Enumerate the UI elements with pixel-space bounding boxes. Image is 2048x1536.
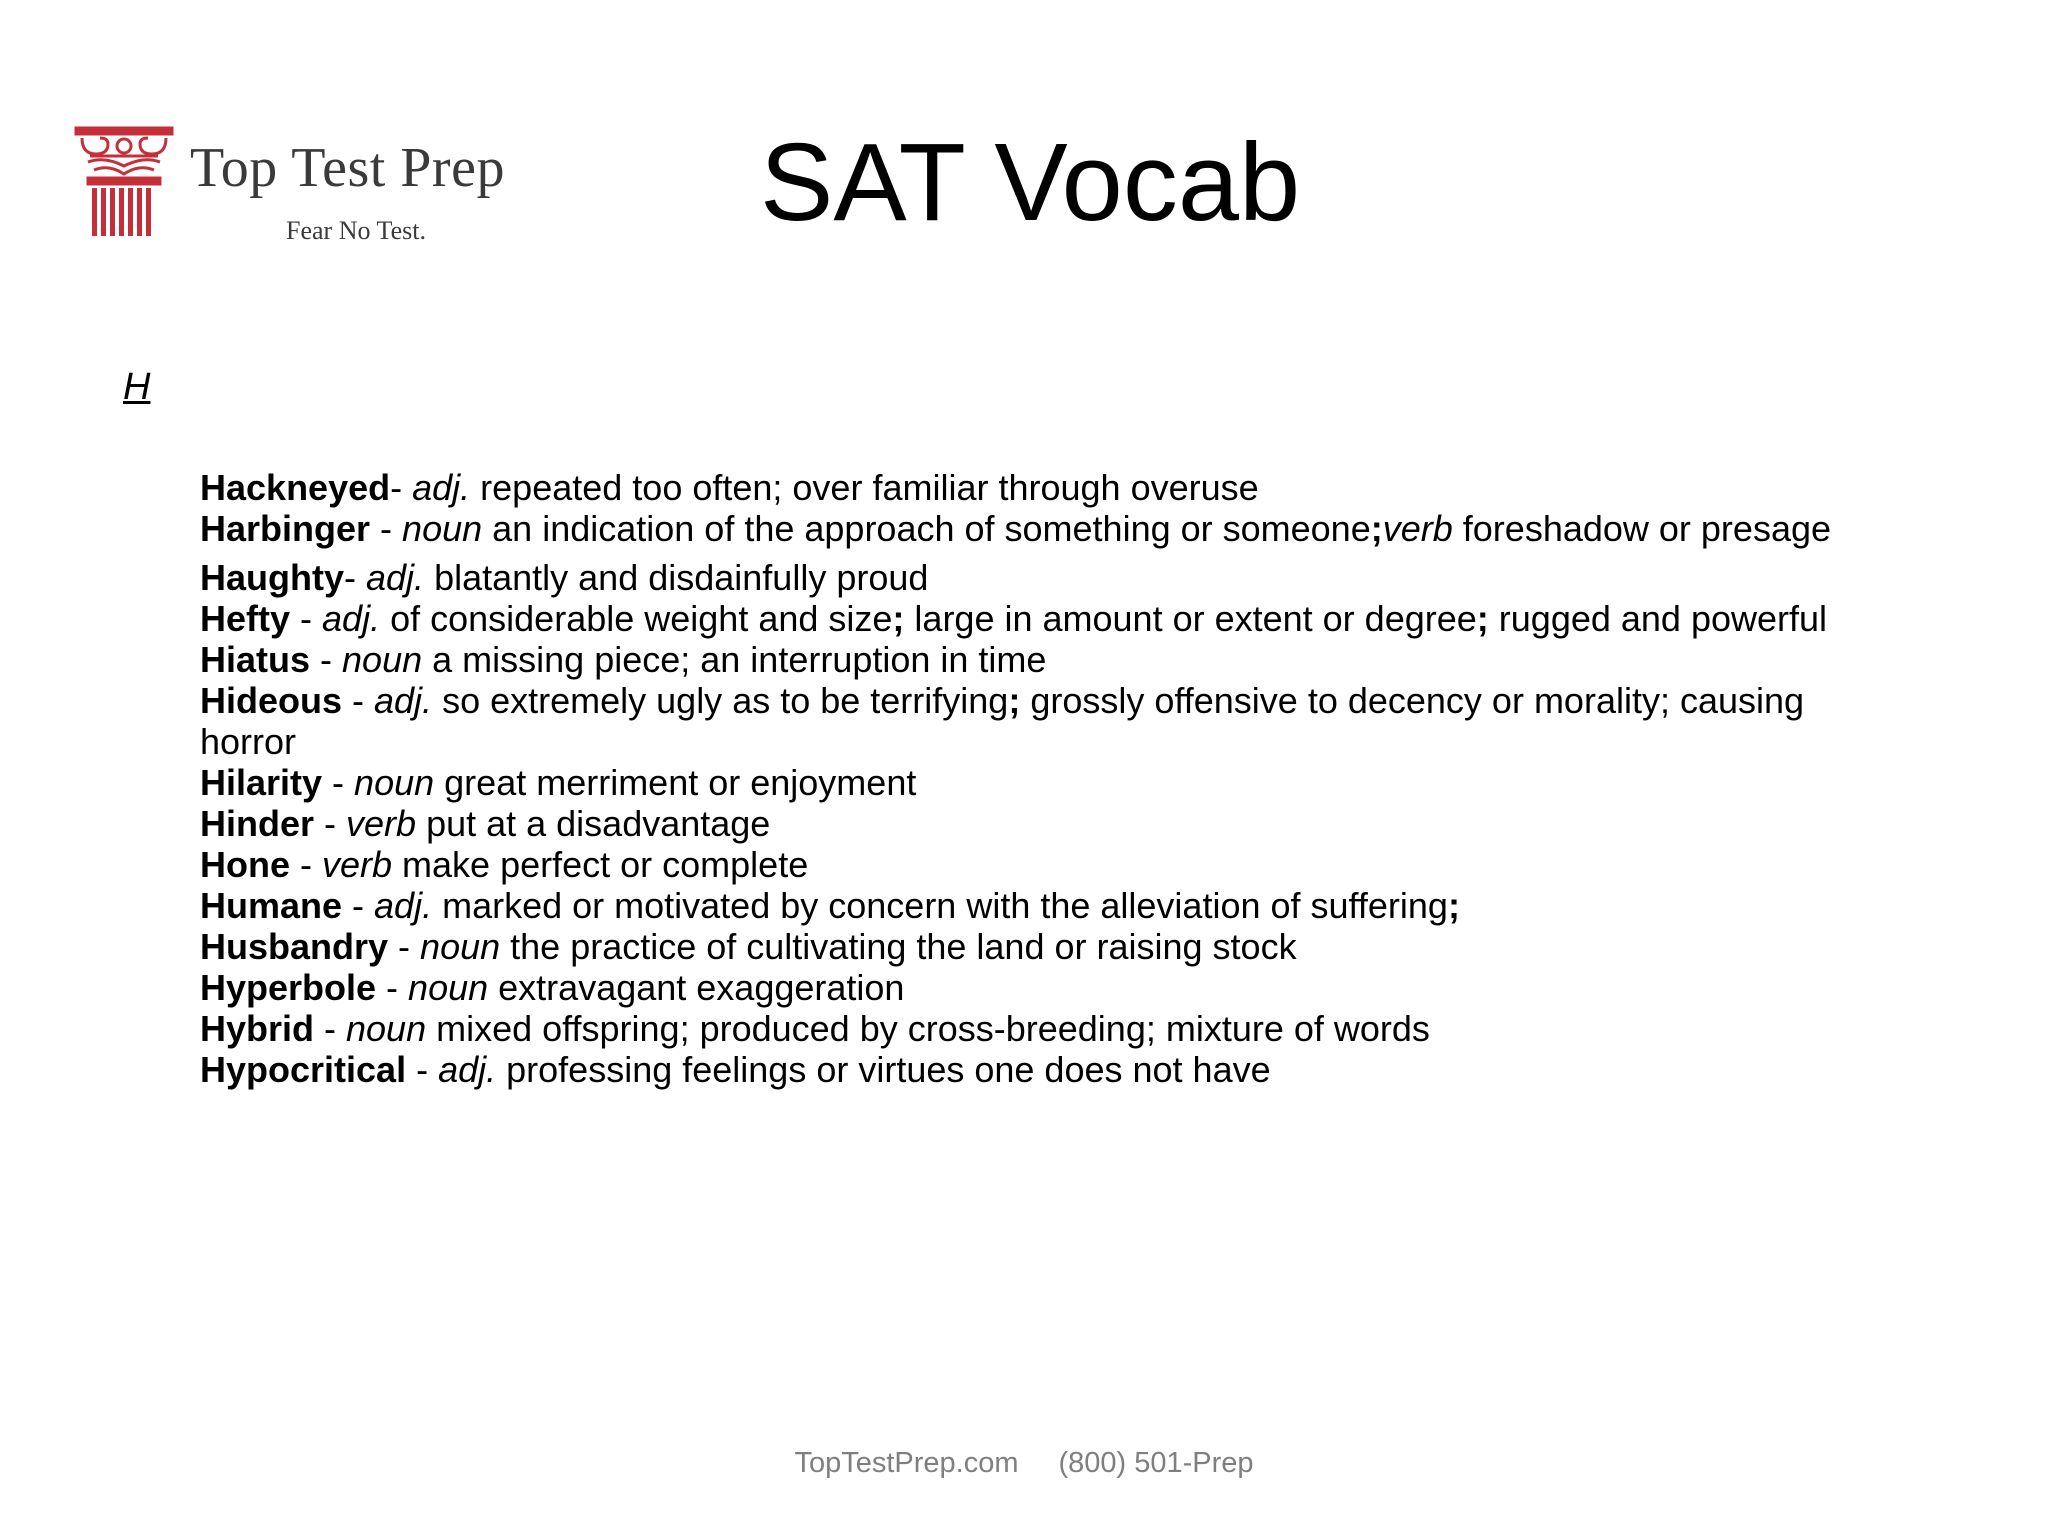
vocab-entry <box>200 844 1840 885</box>
vocab-list <box>200 467 1840 1090</box>
vocab-definition: an indication of the approach of something or someone <box>492 508 1371 549</box>
vocab-definition: repeated too often; over familiar through overuse <box>480 467 1259 508</box>
vocab-definition: mixed offspring; produced by cross-breeding; mixture of words <box>436 1008 1430 1049</box>
brand-tagline: Fear No Test. <box>286 216 426 245</box>
vocab-separator: - <box>342 885 375 926</box>
vocab-term: Hinder <box>200 803 315 844</box>
vocab-definition: rugged and powerful <box>1498 598 1828 639</box>
column-logo-icon <box>74 126 174 238</box>
part-of-speech: noun <box>342 639 423 680</box>
vocab-separator: - <box>406 1049 439 1090</box>
page-title: SAT Vocab <box>760 121 1301 244</box>
part-of-speech: verb <box>1382 508 1453 549</box>
definition-separator: ; <box>1476 598 1489 639</box>
vocab-entry <box>200 557 1840 598</box>
part-of-speech: adj. <box>374 885 433 926</box>
vocab-entry <box>200 680 1840 762</box>
part-of-speech: adj. <box>366 557 425 598</box>
footer-phone: (800) 501-Prep <box>1058 1447 1254 1479</box>
vocab-definition: a missing piece; an interruption in time <box>432 639 1047 680</box>
vocab-definition: make perfect or complete <box>402 844 809 885</box>
vocab-term: Hybrid <box>200 1008 315 1049</box>
vocab-entry <box>200 1008 1840 1049</box>
vocab-separator: - <box>376 967 409 1008</box>
part-of-speech: noun <box>346 1008 427 1049</box>
part-of-speech: verb <box>322 844 393 885</box>
vocab-definition: so extremely ugly as to be terrifying <box>442 680 1009 721</box>
vocab-entry <box>200 967 1840 1008</box>
vocab-entry <box>200 762 1840 803</box>
vocab-definition: grossly offensive to decency or morality; causing horror <box>200 680 1805 762</box>
vocab-separator: - <box>314 1008 347 1049</box>
part-of-speech: noun <box>402 508 483 549</box>
vocab-definition: the practice of cultivating the land or raising stock <box>510 926 1297 967</box>
part-of-speech: adj. <box>322 598 381 639</box>
vocab-entry <box>200 885 1840 926</box>
vocab-definition: extravagant exaggeration <box>498 967 905 1008</box>
vocab-separator: - <box>342 680 375 721</box>
vocab-separator: - <box>344 557 366 598</box>
vocab-separator: - <box>314 803 347 844</box>
vocab-definition: blatantly and disdainfully proud <box>434 557 929 598</box>
vocab-separator: - <box>390 467 413 508</box>
vocab-definition: great merriment or enjoyment <box>444 762 917 803</box>
vocab-term: Husbandry <box>200 926 389 967</box>
definition-separator: ; <box>892 598 905 639</box>
vocab-separator: - <box>388 926 421 967</box>
vocab-definition: foreshadow or presage <box>1462 508 1832 549</box>
vocab-entry <box>200 508 1840 549</box>
vocab-separator: - <box>322 762 355 803</box>
vocab-entry <box>200 1049 1840 1090</box>
part-of-speech: verb <box>346 803 417 844</box>
footer-site: TopTestPrep.com <box>794 1447 1019 1479</box>
vocab-term: Humane <box>200 885 343 926</box>
part-of-speech: adj. <box>412 467 471 508</box>
definition-separator: ; <box>1370 508 1383 549</box>
vocab-definition: put at a disadvantage <box>426 803 771 844</box>
vocab-separator: - <box>290 598 323 639</box>
logo <box>74 126 554 246</box>
vocab-definition: marked or motivated by concern with the alleviation of suffering <box>442 885 1448 926</box>
definition-separator: ; <box>1008 680 1021 721</box>
vocab-definition: of considerable weight and size <box>390 598 893 639</box>
part-of-speech: noun <box>408 967 489 1008</box>
vocab-separator: - <box>310 639 343 680</box>
vocab-term: Hone <box>200 844 290 885</box>
vocab-entry <box>200 803 1840 844</box>
part-of-speech: adj. <box>374 680 433 721</box>
vocab-term: Haughty <box>200 557 344 598</box>
section-letter: H <box>123 366 151 408</box>
brand-name: Top Test Prep <box>190 137 505 199</box>
vocab-separator: - <box>370 508 403 549</box>
vocab-term: Hideous <box>200 680 343 721</box>
part-of-speech: adj. <box>438 1049 497 1090</box>
vocab-separator: - <box>290 844 322 885</box>
vocab-entry <box>200 467 1840 508</box>
vocab-term: Hyperbole <box>200 967 377 1008</box>
vocab-definition: professing feelings or virtues one does not have <box>506 1049 1271 1090</box>
part-of-speech: noun <box>354 762 435 803</box>
vocab-entry <box>200 639 1840 680</box>
vocab-term: Hilarity <box>200 762 323 803</box>
footer <box>0 1447 2048 1480</box>
vocab-entry <box>200 926 1840 967</box>
vocab-entry <box>200 598 1840 639</box>
definition-separator: ; <box>1447 885 1460 926</box>
vocab-term: Hypocritical <box>200 1049 407 1090</box>
vocab-term: Hiatus <box>200 639 311 680</box>
vocab-term: Harbinger <box>200 508 371 549</box>
vocab-term: Hackneyed <box>200 467 391 508</box>
vocab-term: Hefty <box>200 598 291 639</box>
part-of-speech: noun <box>420 926 501 967</box>
vocab-definition: large in amount or extent or degree <box>914 598 1477 639</box>
